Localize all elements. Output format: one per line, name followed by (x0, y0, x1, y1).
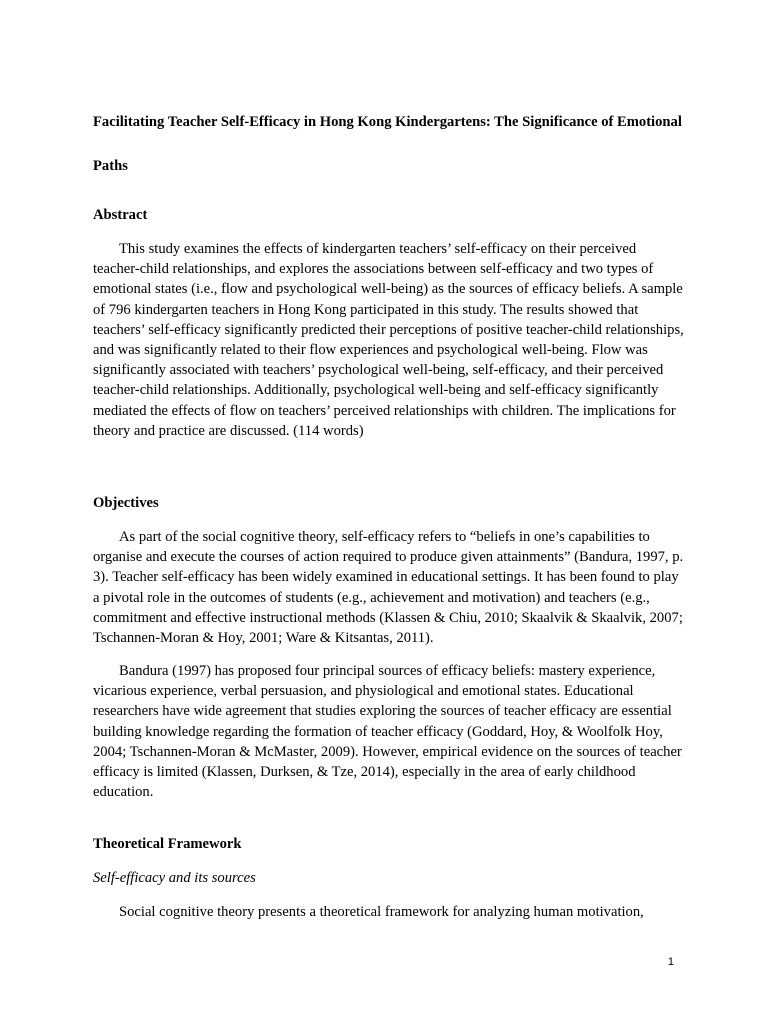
self-efficacy-subheading: Self-efficacy and its sources (93, 870, 256, 886)
objectives-heading: Objectives (93, 495, 159, 511)
theoretical-framework-paragraph: Social cognitive theory presents a theoretical framework for analyzing human motivation, (119, 904, 644, 920)
objectives-paragraph-1: As part of the social cognitive theory, self-efficacy refers to “beliefs in one’s capabilities to organise and execute the courses of action required to produce given attainments” (Bandura, 1997, p. 3). Teacher self-efficacy has been widely examined in educational settings. It has been found to play a pivotal role in the outcomes of students (e.g., achievement and motivation) and teachers (e.g., commitment and effective instructional methods (Klassen & Chiu, 2010; Skaalvik & Skaalvik, 2007; Tschannen-Moran & Hoy, 2001; Ware & Kitsantas, 2011). (93, 529, 684, 647)
page-number: 1 (667, 956, 674, 968)
theoretical-framework-heading: Theoretical Framework (93, 836, 242, 852)
abstract-heading: Abstract (93, 207, 148, 223)
abstract-paragraph: This study examines the effects of kindergarten teachers’ self-efficacy on their perceived teacher-child relationships, and explores the associations between self-efficacy and two types of emotional states (i.e., flow and psychological well-being) as the sources of efficacy beliefs. A sample of 796 kindergarten teachers in Hong Kong participated in this study. The results showed that teachers’ self-efficacy significantly predicted their perceptions of positive teacher-child relationships, and was significantly related to their flow experiences and psychological well-being. Flow was significantly associated with teachers’ psychological well-being, self-efficacy, and their perceived teacher-child relationships. Additionally, psychological well-being and self-efficacy significantly mediated the effects of flow on teachers’ perceived relationships with children. The implications for theory and practice are discussed. (114 words) (93, 241, 684, 439)
objectives-paragraph-2: Bandura (1997) has proposed four principal sources of efficacy beliefs: mastery experience, vicarious experience, verbal persuasion, and physiological and emotional states. Educational researchers have wide agreement that studies exploring the sources of teacher efficacy are essential building knowledge regarding the formation of teacher efficacy (Goddard, Hoy, & Woolfolk Hoy, 2004; Tschannen-Moran & McMaster, 2009). However, empirical evidence on the sources of teacher efficacy is limited (Klassen, Durksen, & Tze, 2014), especially in the area of early childhood education. (93, 663, 682, 801)
paper-title: Facilitating Teacher Self-Efficacy in Hong Kong Kindergartens: The Significance of Emotional Paths (93, 114, 682, 174)
